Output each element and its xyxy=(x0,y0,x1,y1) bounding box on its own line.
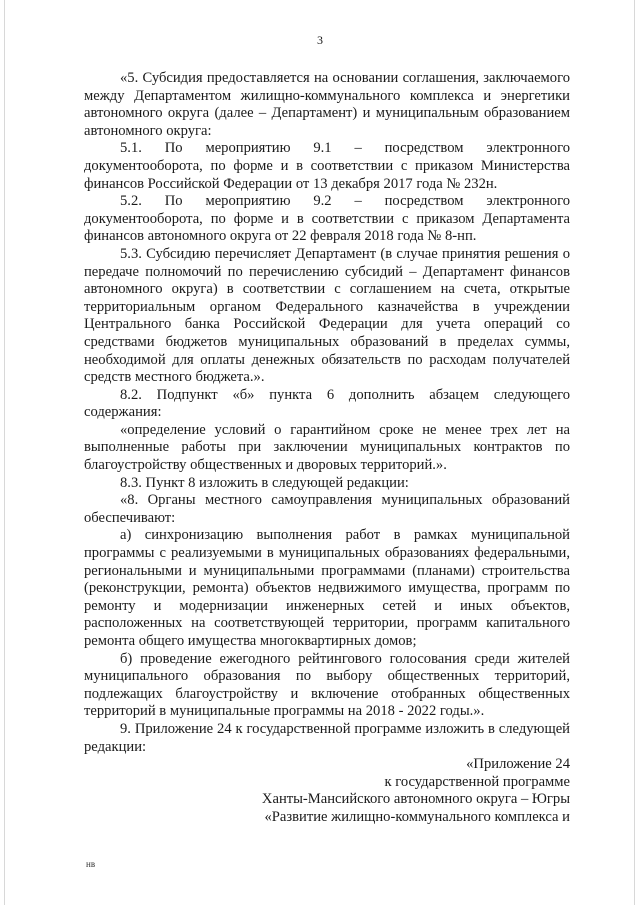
document-body xyxy=(84,70,570,827)
appendix-line-3: Ханты-Мансийского автономного округа – Югры xyxy=(261,791,570,808)
paragraph-8-2-quote: «определение условий о гарантийном сроке не менее трех лет на выполненные работы при заключении муниципальных контрактов по благоустройству общественных и дворовых территорий.». xyxy=(84,421,570,474)
paragraph-8-3: 8.3. Пункт 8 изложить в следующей редакции: xyxy=(120,474,409,491)
footer-initials: нв xyxy=(86,859,96,869)
paragraph-5-3: 5.3. Субсидию перечисляет Департамент (в случае принятия решения о передаче полномочий по перечислению субсидий – Департамент финансов автономного округа) в соответствии с соглашением на счета, открытые территориальным органом Федерального казначейства в учреждении Центрального банка Российской Федерации для учета операций со средствами бюджетов муниципальных образований в пределах суммы, необходимой для оплаты денежных обязательств по расходам получателей средств местного бюджета.». xyxy=(84,245,570,386)
scan-edge-right xyxy=(634,0,635,905)
paragraph-8-b: б) проведение ежегодного рейтингового голосования среди жителей муниципального образования по выбору общественных территорий, подлежащих благоустройству и включение отобранных общественных территорий в муниципальные программы на 2018 - 2022 годы.». xyxy=(84,650,570,720)
appendix-line-4: «Развитие жилищно-коммунального комплекса и xyxy=(264,808,570,825)
appendix-header xyxy=(84,756,570,826)
paragraph-9: 9. Приложение 24 к государственной программе изложить в следующей редакции: xyxy=(84,720,570,755)
scan-edge-left xyxy=(4,0,5,905)
paragraph-8-a: а) синхронизацию выполнения работ в рамках муниципальной программы с реализуемыми в муниципальных образованиях федеральными, региональными и муниципальными программами (планами) строительства (реконструкции, ремонта) объектов недвижимого имущества, программ по ремонту и модернизации инженерных сетей и иных объектов, расположенных на соответствующей территории, программ капитального ремонта общего имущества многоквартирных домов; xyxy=(84,527,570,649)
paragraph-8: «8. Органы местного самоуправления муниципальных образований обеспечивают: xyxy=(84,492,570,526)
paragraph-5-2: 5.2. По мероприятию 9.2 – посредством электронного документооборота, по форме и в соответствии с приказом Департамента финансов автономного округа от 22 февраля 2018 года № 8-нп. xyxy=(84,193,570,245)
appendix-line-1: «Приложение 24 xyxy=(466,756,570,773)
paragraph-8-2: 8.2. Подпункт «б» пункта 6 дополнить абзацем следующего содержания: xyxy=(84,386,570,421)
appendix-line-2: к государственной программе xyxy=(384,773,570,790)
paragraph-5: «5. Субсидия предоставляется на основании соглашения, заключаемого между Департаментом жилищно-коммунального комплекса и энергетики автономного округа (далее – Департамент) и муниципальным образованием автономного округа: xyxy=(84,70,570,139)
paragraph-5-1: 5.1. По мероприятию 9.1 – посредством электронного документооборота, по форме и в соответствии с приказом Министерства финансов Российской Федерации от 13 декабря 2017 года № 232н. xyxy=(84,140,570,192)
page-number: 3 xyxy=(317,33,323,47)
